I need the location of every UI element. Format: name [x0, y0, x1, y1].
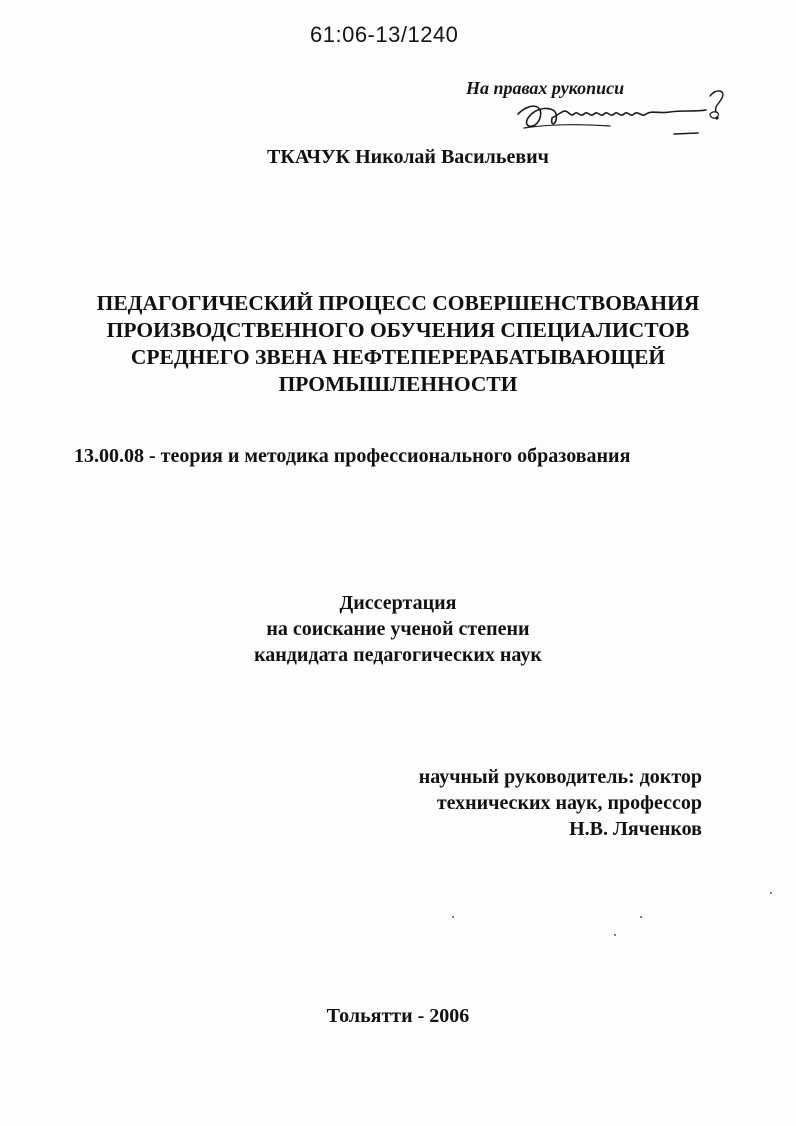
handwritten-signature — [510, 84, 740, 148]
scan-speck — [452, 916, 454, 918]
supervisor-line: научный руководитель: доктор — [418, 766, 702, 788]
supervisor-line: технических наук, профессор — [436, 792, 702, 814]
title-line: СРЕДНЕГО ЗВЕНА НЕФТЕПЕРЕРАБАТЫВАЮЩЕЙ — [130, 345, 666, 369]
degree-line: кандидата педагогических наук — [254, 644, 542, 666]
specialty-code: 13.00.08 - теория и методика профессионального образования — [74, 445, 631, 467]
manuscript-rights-note: На правах рукописи — [466, 78, 625, 98]
author-name: ТКАЧУК Николай Васильевич — [267, 146, 549, 168]
degree-statement — [0, 590, 796, 668]
scan-speck — [770, 892, 772, 894]
degree-line: на соискание ученой степени — [266, 618, 530, 640]
title-line: ПЕДАГОГИЧЕСКИЙ ПРОЦЕСС СОВЕРШЕНСТВОВАНИЯ — [96, 291, 700, 315]
title-line: ПРОМЫШЛЕННОСТИ — [278, 372, 518, 396]
supervisor-line: Н.В. Ляченков — [569, 818, 702, 840]
archive-number: 61:06-13/1240 — [310, 22, 459, 47]
dissertation-title — [40, 290, 756, 398]
city-and-year: Тольятти - 2006 — [326, 1005, 470, 1027]
scan-speck — [614, 934, 616, 936]
title-line: ПРОИЗВОДСТВЕННОГО ОБУЧЕНИЯ СПЕЦИАЛИСТОВ — [106, 318, 690, 342]
degree-line: Диссертация — [339, 592, 457, 614]
scan-speck — [640, 916, 642, 918]
supervisor-block — [300, 764, 702, 842]
